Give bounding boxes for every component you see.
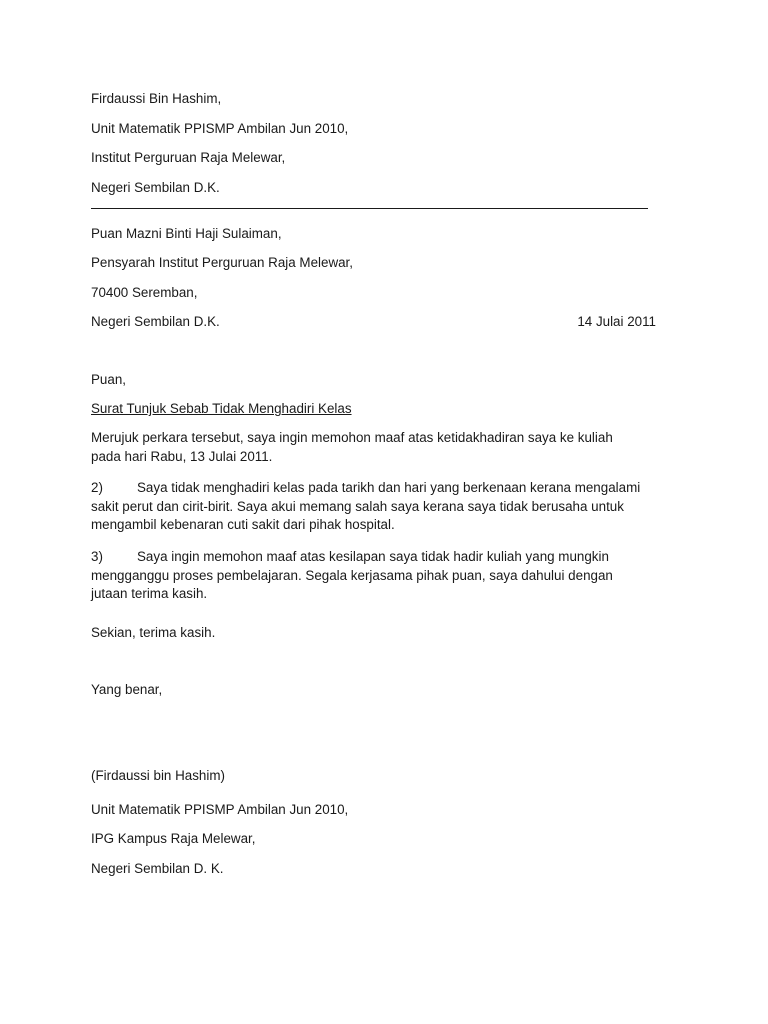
- sender-name: Firdaussi Bin Hashim,: [91, 91, 222, 106]
- separator-line: [91, 208, 648, 209]
- subject-heading: Surat Tunjuk Sebab Tidak Menghadiri Kelas: [91, 401, 352, 416]
- salutation: Puan,: [91, 372, 126, 387]
- signature-unit: Unit Matematik PPISMP Ambilan Jun 2010,: [91, 802, 349, 817]
- paragraph-3-line: [91, 548, 691, 567]
- paragraph-2-line: [91, 479, 691, 498]
- paragraph-3-number: 3): [91, 549, 103, 564]
- paragraph-1-line: Merujuk perkara tersebut, saya ingin memohon maaf atas ketidakhadiran saya ke kuliah: [91, 430, 613, 445]
- paragraph-2-text: Saya tidak menghadiri kelas pada tarikh dan hari yang berkenaan kerana mengalami: [137, 480, 641, 495]
- paragraph-2: [91, 479, 691, 535]
- signoff-text: Yang benar,: [91, 682, 163, 697]
- letter-date: 14 Julai 2011: [577, 314, 656, 329]
- signature-state: Negeri Sembilan D. K.: [91, 861, 224, 876]
- signature-campus: IPG Kampus Raja Melewar,: [91, 831, 256, 846]
- closing-text: Sekian, terima kasih.: [91, 625, 216, 640]
- paragraph-2-line: mengambil kebenaran cuti sakit dari pihak hospital.: [91, 517, 395, 532]
- recipient-name: Puan Mazni Binti Haji Sulaiman,: [91, 226, 282, 241]
- sender-state: Negeri Sembilan D.K.: [91, 180, 220, 195]
- recipient-state: Negeri Sembilan D.K.: [91, 314, 220, 329]
- paragraph-2-line: sakit perut dan cirit-birit. Saya akui memang salah saya kerana saya tidak berusaha untuk: [91, 498, 624, 514]
- signature-name: (Firdaussi bin Hashim): [91, 768, 225, 783]
- paragraph-3-text: Saya ingin memohon maaf atas kesilapan saya tidak hadir kuliah yang mungkin: [137, 549, 609, 564]
- paragraph-3: [91, 548, 691, 604]
- paragraph-3-line: mengganggu proses pembelajaran. Segala kerjasama pihak puan, saya dahului dengan: [91, 567, 613, 583]
- paragraph-1: [91, 429, 691, 466]
- paragraph-1-line: pada hari Rabu, 13 Julai 2011.: [91, 448, 273, 464]
- sender-institute: Institut Perguruan Raja Melewar,: [91, 150, 286, 165]
- recipient-position: Pensyarah Institut Perguruan Raja Melewar,: [91, 255, 353, 270]
- paragraph-3-line: jutaan terima kasih.: [91, 586, 208, 601]
- paragraph-2-number: 2): [91, 480, 103, 495]
- recipient-postcode-city: 70400 Seremban,: [91, 285, 198, 300]
- sender-unit: Unit Matematik PPISMP Ambilan Jun 2010,: [91, 121, 349, 136]
